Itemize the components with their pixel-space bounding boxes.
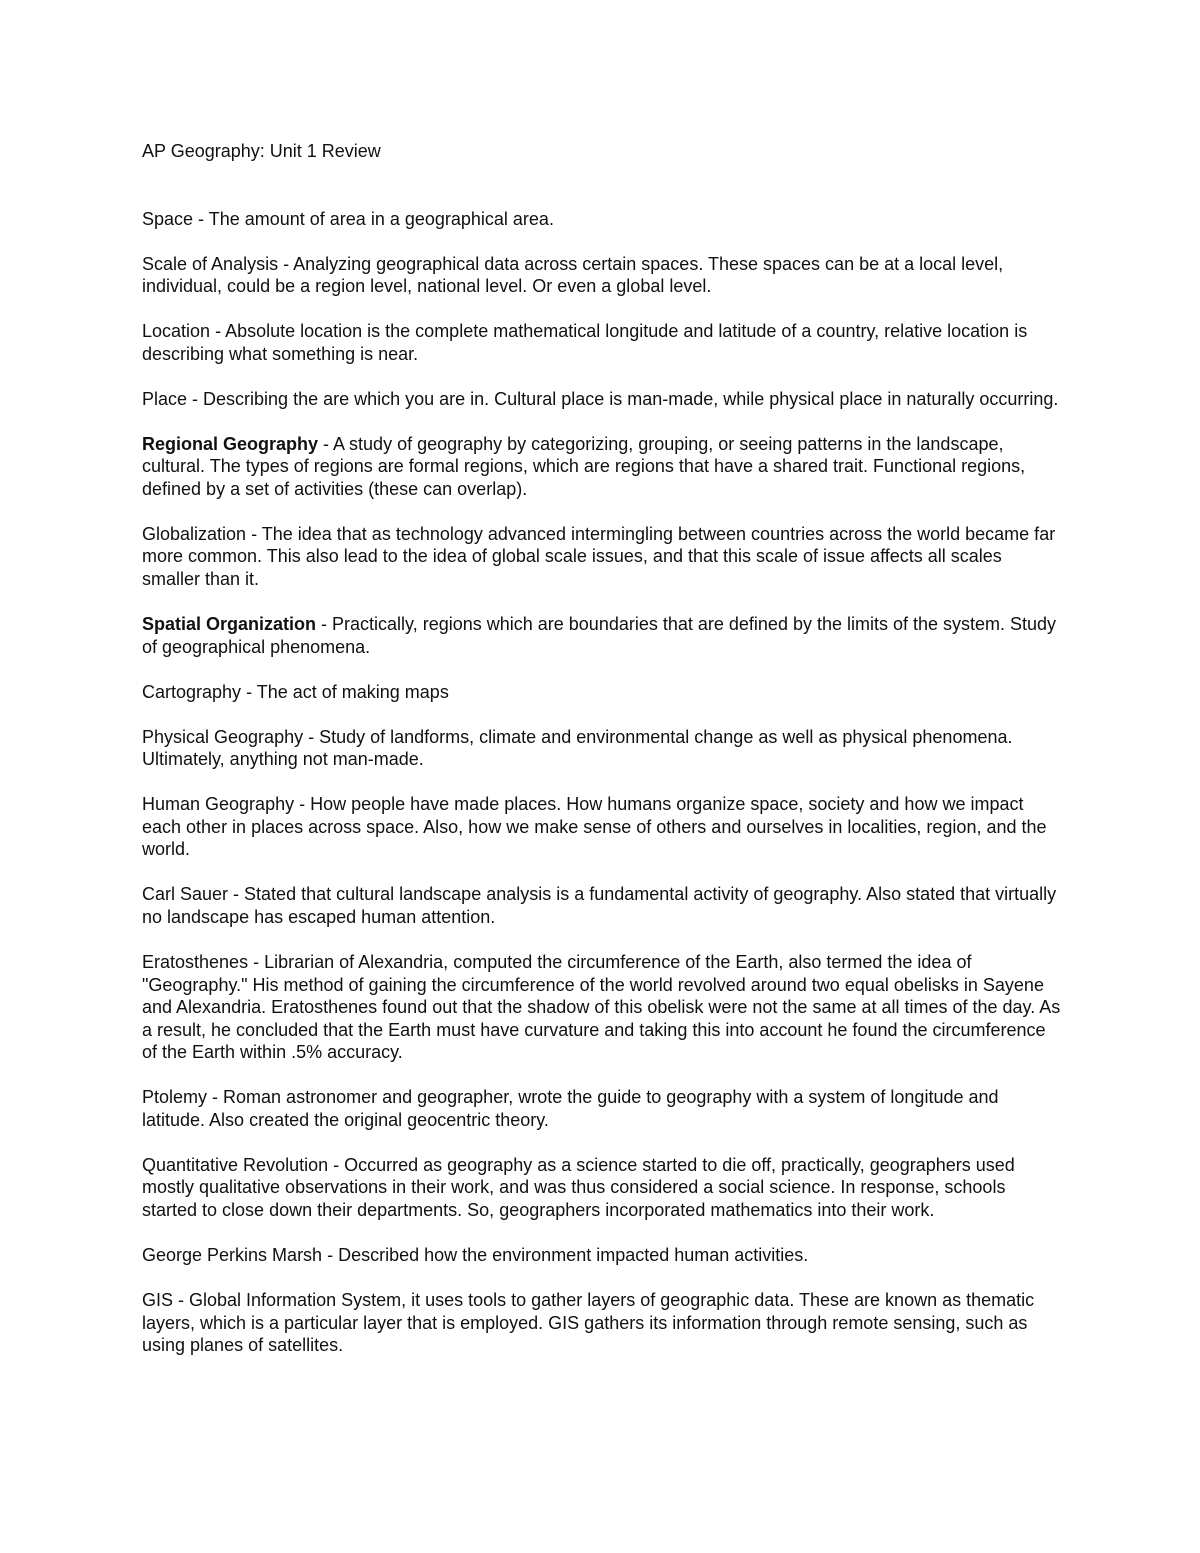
document-body bbox=[142, 140, 1062, 1379]
entry-term: Space bbox=[142, 208, 194, 229]
entry-term: Human Geography bbox=[142, 794, 295, 815]
entry-term: Spatial Organization bbox=[142, 614, 317, 635]
entry-definition: - Absolute location is the complete mathematical longitude and latitude of a country, relative location is describing what something is near. bbox=[142, 321, 1028, 364]
entry-gis bbox=[142, 1289, 1062, 1357]
entry-term: Place bbox=[142, 388, 188, 409]
entry-definition: - Practically, regions which are boundaries that are defined by the limits of the system. Study of geographical phenomena. bbox=[142, 614, 1057, 657]
entry-definition: - A study of geography by categorizing, grouping, or seeing patterns in the landscape, cultural. The types of regions are formal regions, which are regions that have a shared trait. Functional regions, defined by a set of activities (these can overlap). bbox=[142, 433, 1026, 499]
entry-ptolemy bbox=[142, 1086, 1062, 1131]
entry-definition: - Describing the are which you are in. Cultural place is man-made, while physical place in naturally occurring. bbox=[187, 388, 1059, 409]
entry-definition: - Stated that cultural landscape analysis is a fundamental activity of geography. Also stated that virtually no landscape has escaped human attention. bbox=[142, 884, 1057, 927]
entry-definition: - The idea that as technology advanced intermingling between countries across the world became far more common. This also lead to the idea of global scale issues, and that this scale of issue affects all scales smaller than it. bbox=[142, 523, 1056, 590]
entry-scale-of-analysis bbox=[142, 253, 1062, 298]
entry-definition: - Global Information System, it uses tools to gather layers of geographic data. These are known as thematic layers, which is a particular layer that is employed. GIS gathers its information through remote sensing, such as using planes of satellites. bbox=[142, 1290, 1035, 1356]
entry-physical-geography bbox=[142, 726, 1062, 771]
entry-human-geography bbox=[142, 793, 1062, 861]
entry-definition: - Analyzing geographical data across certain spaces. These spaces can be at a local level, individual, could be a region level, national level. Or even a global level. bbox=[142, 253, 1004, 297]
entry-term: Globalization bbox=[142, 523, 247, 544]
entry-term: Cartography bbox=[142, 681, 242, 702]
entry-location bbox=[142, 320, 1062, 365]
document-title: AP Geography: Unit 1 Review bbox=[142, 141, 381, 161]
entry-term: Carl Sauer bbox=[142, 884, 229, 905]
entry-place bbox=[142, 388, 1062, 411]
entry-definition: - Described how the environment impacted human activities. bbox=[322, 1245, 809, 1266]
entry-definition: - How people have made places. How humans organize space, society and how we impact each other in places across space. Also, how we make sense of others and ourselves in localities, region, and the world. bbox=[142, 794, 1047, 860]
entry-spatial-organization bbox=[142, 613, 1062, 658]
entry-definition: - The act of making maps bbox=[241, 681, 449, 702]
entry-term: George Perkins Marsh bbox=[142, 1245, 323, 1266]
entry-carl-sauer bbox=[142, 883, 1062, 928]
entry-definition: - Librarian of Alexandria, computed the circumference of the Earth, also termed the idea of "Geography." His method of gaining the circumference of the world revolved around two equal obelisks in Sayene and Alexandria. Eratosthenes found out that the shadow of this obelisk were not the same at all times of the day. As a result, he concluded that the Earth must have curvature and taking this into account he found the circumference of the Earth within .5% accuracy. bbox=[142, 951, 1061, 1063]
entry-eratosthenes bbox=[142, 951, 1062, 1064]
entry-term: Physical Geography bbox=[142, 726, 304, 747]
entry-term: GIS bbox=[142, 1290, 174, 1311]
entry-definition: - Study of landforms, climate and environmental change as well as physical phenomena. Ultimately, anything not man-made. bbox=[142, 726, 1013, 770]
entry-regional-geography bbox=[142, 433, 1062, 501]
entry-globalization bbox=[142, 523, 1062, 591]
entry-term: Scale of Analysis bbox=[142, 253, 279, 274]
entry-quantitative-revolution bbox=[142, 1154, 1062, 1222]
entry-term: Location bbox=[142, 321, 211, 342]
entry-term: Eratosthenes bbox=[142, 951, 249, 972]
entry-term: Ptolemy bbox=[142, 1087, 208, 1108]
entry-cartography bbox=[142, 681, 1062, 704]
entry-george-perkins-marsh bbox=[142, 1244, 1062, 1267]
entry-term: Regional Geography bbox=[142, 433, 319, 454]
entry-term: Quantitative Revolution bbox=[142, 1154, 329, 1175]
entry-definition: - Occurred as geography as a science started to die off, practically, geographers used mostly qualitative observations in their work, and was thus considered a social science. In response, schools started to close down their departments. So, geographers incorporated mathematics into their work. bbox=[142, 1154, 1015, 1221]
entry-definition: - Roman astronomer and geographer, wrote the guide to geography with a system of longitude and latitude. Also created the original geocentric theory. bbox=[142, 1087, 999, 1130]
entry-definition: - The amount of area in a geographical area. bbox=[193, 208, 554, 229]
entry-space bbox=[142, 208, 1062, 231]
